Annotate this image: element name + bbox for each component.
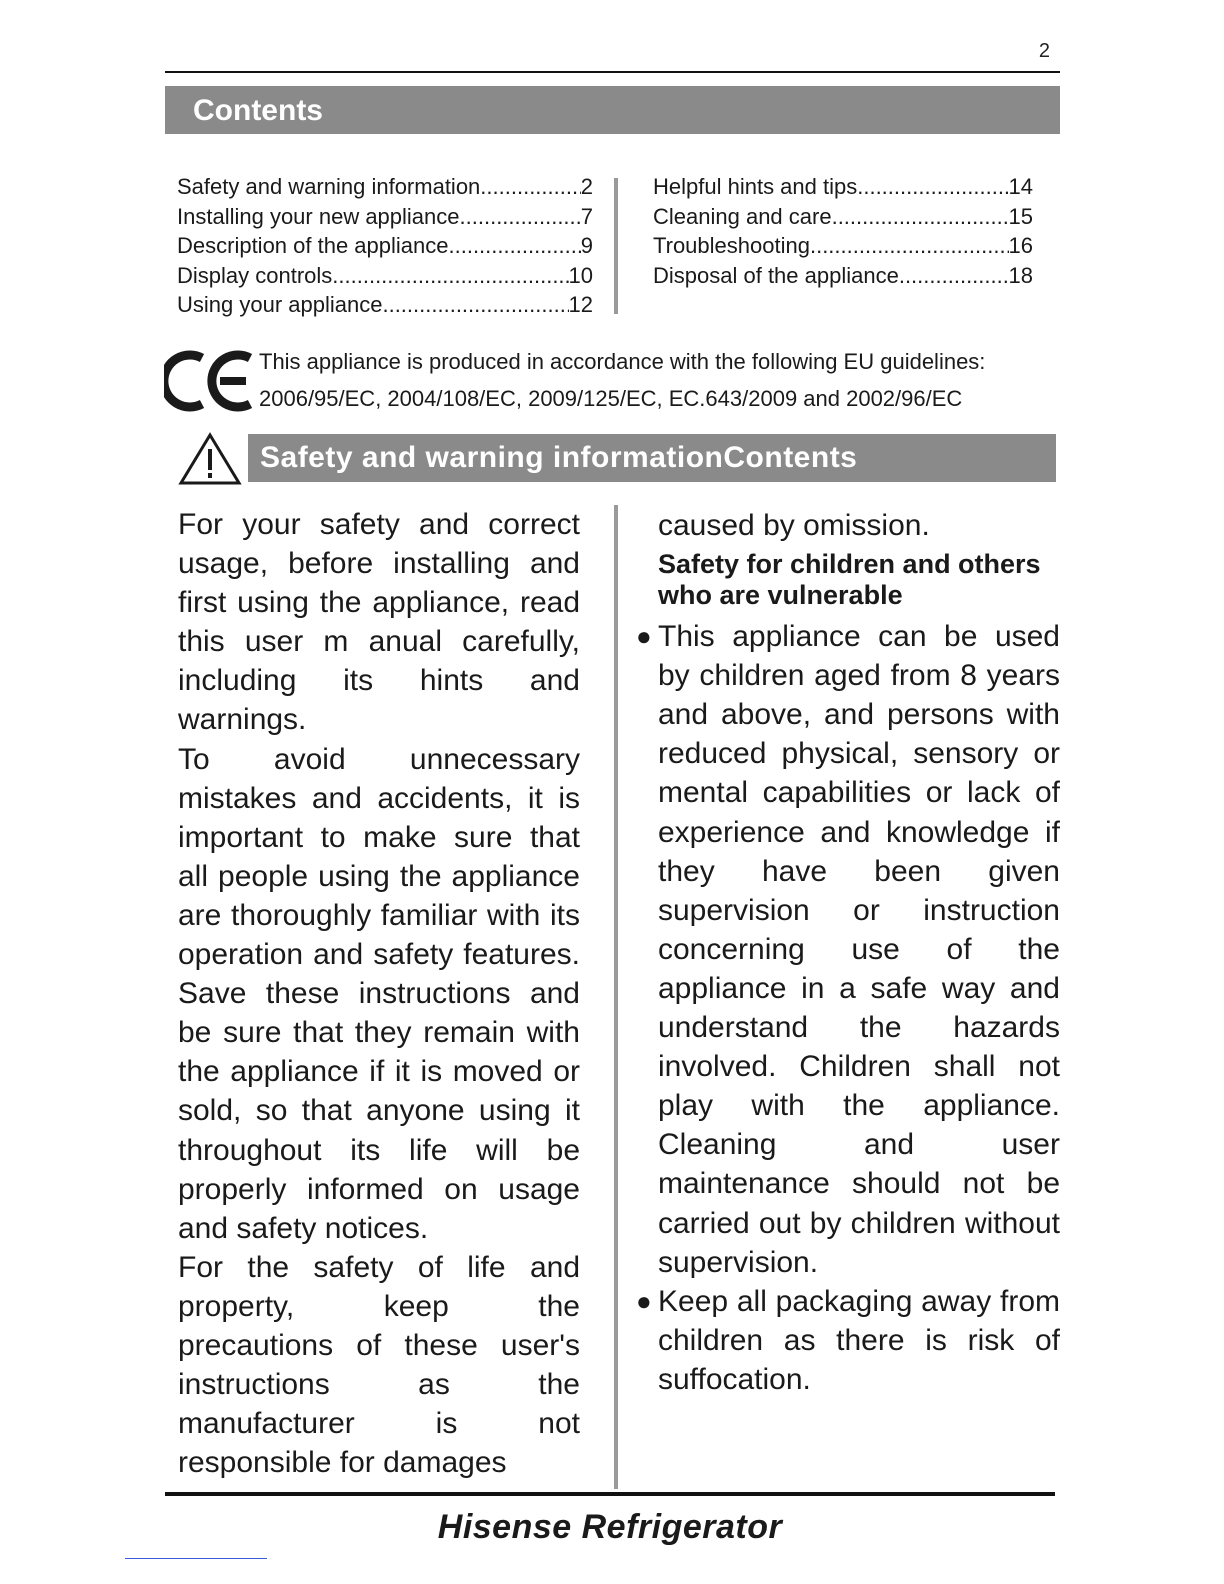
toc-entry[interactable]	[653, 202, 1033, 232]
safety-left-column	[178, 505, 580, 1482]
toc-entry-page: 7	[580, 203, 593, 229]
footer-brand: Hisense Refrigerator	[437, 1508, 783, 1546]
safety-paragraph: To avoid unnecessary mistakes and accidents, it is important to make sure that all people using the appliance are thoroughly familiar with its operation and safety features. Save these instructions and be sure that they remain with the appliance if it is moved or sold, so that anyone using it throughout its life will be properly informed on usage and safety notices.	[178, 742, 580, 1245]
toc-divider	[614, 178, 618, 314]
toc-entry[interactable]	[653, 261, 1033, 291]
toc-entry-page: 9	[580, 233, 593, 258]
toc-entry-title: Disposal of the appliance	[653, 262, 899, 288]
eu-guidelines-line2: 2006/95/EC, 2004/108/EC, 2009/125/EC, EC.643/2009 and 2002/96/EC	[259, 386, 963, 411]
bullet-item	[636, 617, 1060, 1282]
safety-heading-band	[248, 434, 1056, 482]
toc-right-column	[653, 172, 1033, 290]
eu-guidelines-text	[259, 343, 1059, 417]
bullet-icon: ●	[636, 621, 652, 652]
toc-entry-title: Using your appliance	[177, 292, 383, 317]
toc-entry[interactable]	[177, 261, 593, 291]
page-number: 2	[1038, 40, 1050, 62]
toc-entry-page: 2	[580, 174, 593, 199]
toc-entry-title: Description of the appliance	[177, 233, 449, 258]
link-underline	[125, 1558, 267, 1559]
toc-entry[interactable]	[177, 290, 593, 320]
toc-entry[interactable]	[177, 172, 593, 202]
toc-entry-title: Cleaning and care	[653, 203, 832, 229]
toc-entry-page: 12	[568, 292, 593, 317]
toc-entry[interactable]	[653, 172, 1033, 202]
safety-heading: Safety and warning informationContents	[260, 441, 858, 474]
toc-entry-page: 14	[1008, 174, 1033, 199]
toc-entry-page: 15	[1008, 203, 1033, 229]
header-rule	[165, 71, 1060, 73]
bullet-text: This appliance can be used by children aged from 8 years and above, and persons with reduced physical, sensory or mental capabilities or lack of experience and knowledge if they have been given supervision or instruction concerning use of the appliance in a safe way and understand the hazards involved. Children shall not play with the appliance. Cleaning and user maintenance should not be carried out by children without supervision.	[658, 620, 1060, 1279]
toc-entry[interactable]	[653, 231, 1033, 261]
bullet-icon: ●	[636, 1285, 652, 1316]
contents-heading: Contents	[193, 94, 323, 127]
toc-entry-page: 18	[1008, 262, 1033, 288]
toc-entry-title: Display controls	[177, 262, 333, 288]
children-safety-subheading: Safety for children and others who are vulnerable	[658, 549, 1041, 611]
safety-continuation: caused by omission.	[658, 509, 930, 542]
toc-entry-title: Safety and warning information	[177, 174, 481, 199]
toc-entry-page: 16	[1008, 233, 1033, 258]
bullet-text: Keep all packaging away from children as there is risk of suffocation.	[658, 1284, 1060, 1396]
toc-entry[interactable]	[177, 202, 593, 232]
eu-guidelines-line1: This appliance is produced in accordance with the following EU guidelines:	[259, 349, 986, 374]
toc-entry-page: 10	[568, 262, 593, 288]
ce-mark-icon	[164, 350, 254, 412]
safety-paragraph: For your safety and correct usage, before installing and first using the appliance, read this user m anual carefully, including its hints and warnings.	[178, 508, 580, 737]
toc-entry[interactable]	[177, 231, 593, 261]
column-divider	[614, 505, 618, 1489]
toc-entry-title: Troubleshooting	[653, 233, 810, 258]
toc-entry-title: Installing your new appliance	[177, 203, 460, 229]
warning-triangle-icon	[178, 432, 242, 486]
footer-rule	[165, 1492, 1055, 1496]
safety-paragraph: For the safety of life and property, keep the precautions of these user's instructions as the manufacturer is not responsible for damages	[178, 1250, 580, 1480]
safety-right-column	[636, 506, 1060, 1399]
bullet-item	[636, 1282, 1060, 1399]
toc-entry-title: Helpful hints and tips	[653, 174, 858, 199]
contents-heading-band	[165, 86, 1060, 134]
toc-left-column	[177, 172, 593, 320]
